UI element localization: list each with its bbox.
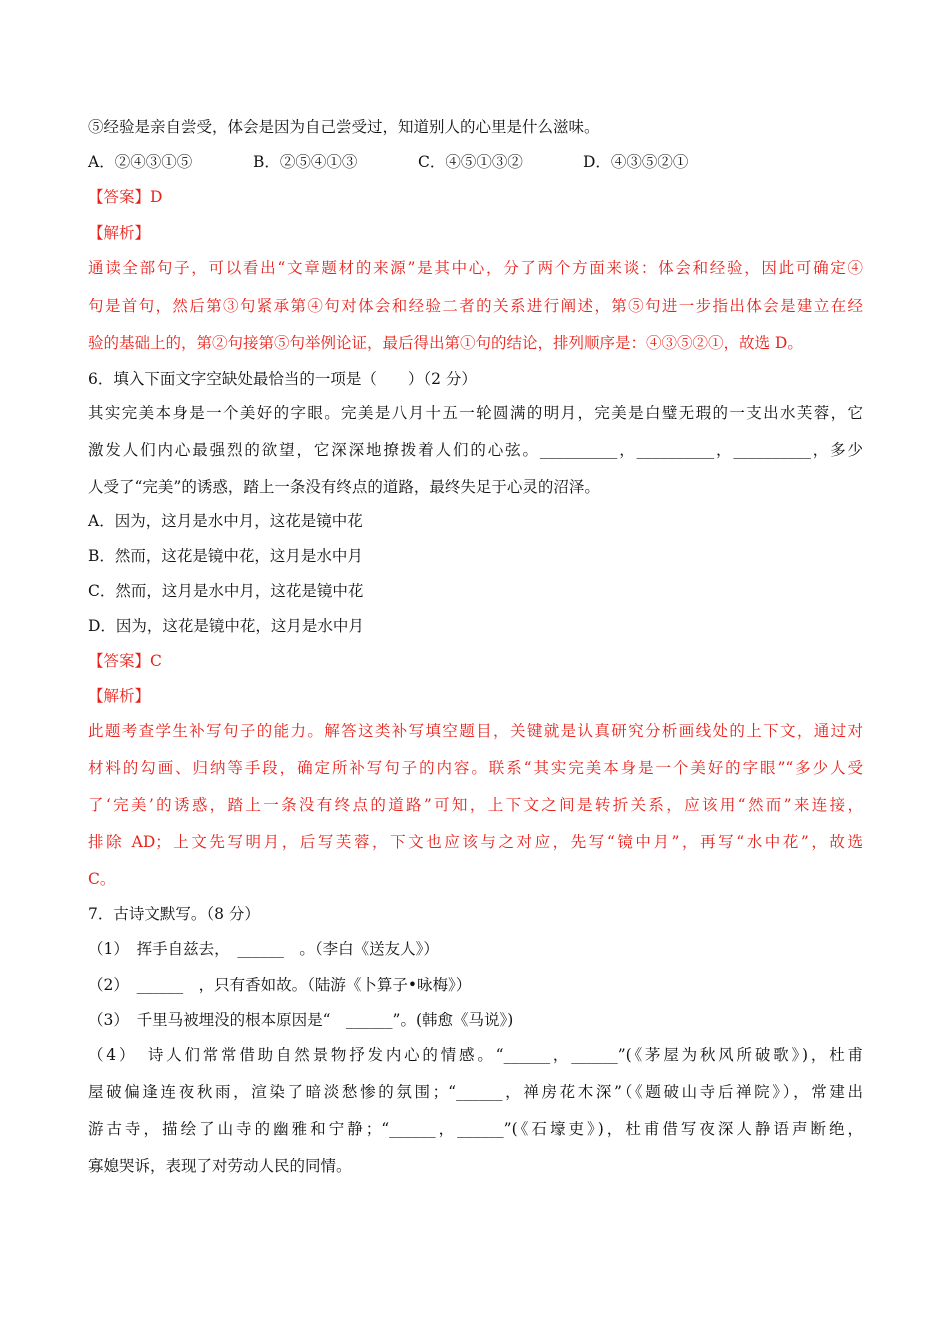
q6-option-b: B．然而，这花是镜中花，这月是水中月 bbox=[88, 547, 363, 565]
q5-option-b: B．②⑤④①③ bbox=[253, 153, 358, 171]
q6-passage-line-1: 其实完美本身是一个美好的字眼。完美是八月十五一轮圆满的明月，完美是白璧无瑕的一支出水芙蓉，它 bbox=[88, 404, 863, 422]
q5-option-d: D．④③⑤②① bbox=[583, 153, 689, 171]
q7-item-4-line-1: （4） 诗人们常常借助自然景物抒发内心的情感。“______，______”(《茅屋为秋风所破歌》)，杜甫 bbox=[88, 1046, 863, 1064]
q7-item-1: （1） 挥手自兹去， ______ 。（李白《送友人》） bbox=[88, 940, 439, 958]
q7-item-4-line-3: 游古寺，描绘了山寺的幽雅和宁静；“______，______”(《石壕吏》)，杜甫借写夜深人静语声断绝， bbox=[88, 1120, 863, 1138]
q5-analysis-line-3: 验的基础上的，第②句接第⑤句举例论证，最后得出第①句的结论，排列顺序是：④③⑤②①，故选 D。 bbox=[88, 334, 803, 352]
q6-stem: 6．填入下面文字空缺处最恰当的一项是（ ）（2 分） bbox=[88, 370, 477, 388]
q6-passage-line-3: 人受了“完美”的诱惑，踏上一条没有终点的道路，最终失足于心灵的沼泽。 bbox=[88, 478, 600, 496]
q7-item-3: （3） 千里马被埋没的根本原因是“ ______”。(韩愈《马说》) bbox=[88, 1011, 514, 1029]
q5-option-c: C．④⑤①③② bbox=[418, 153, 523, 171]
q5-answer: 【答案】D bbox=[88, 188, 163, 206]
q7-stem: 7．古诗文默写。（8 分） bbox=[88, 905, 260, 923]
q5-item-5: ⑤经验是亲自尝受，体会是因为自己尝受过，知道别人的心里是什么滋味。 bbox=[88, 118, 600, 136]
q6-analysis-label: 【解析】 bbox=[88, 687, 151, 705]
q6-option-d: D．因为，这花是镜中花，这月是水中月 bbox=[88, 617, 364, 635]
q5-analysis-line-2: 句是首句，然后第③句紧承第④句对体会和经验二者的关系进行阐述，第⑤句进一步指出体会是建立在经 bbox=[88, 297, 863, 315]
q6-analysis-line-1: 此题考查学生补写句子的能力。解答这类补写填空题目，关键就是认真研究分析画线处的上下文，通过对 bbox=[88, 722, 863, 740]
q6-analysis-line-4: 排除 AD；上文先写明月，后写芙蓉，下文也应该与之对应，先写“镜中月”，再写“水中花”，故选 bbox=[88, 833, 863, 851]
q5-analysis-line-1: 通读全部句子，可以看出“文章题材的来源”是其中心，分了两个方面来谈：体会和经验，因此可确定④ bbox=[88, 259, 863, 277]
q6-option-a: A．因为，这月是水中月，这花是镜中花 bbox=[88, 512, 363, 530]
q6-analysis-line-3: 了‘完美’的诱惑，踏上一条没有终点的道路”可知，上下文之间是转折关系，应该用“然而”来连接， bbox=[88, 796, 863, 814]
q7-item-4-line-4: 寡媳哭诉，表现了对劳动人民的同情。 bbox=[88, 1157, 352, 1175]
q6-passage-line-2: 激发人们内心最强烈的欲望，它深深地撩拨着人们的心弦。__________，__________，__________，多少 bbox=[88, 441, 863, 459]
q7-item-2: （2） ______ ，只有香如故。（陆游《卜算子•咏梅》） bbox=[88, 976, 472, 994]
q5-option-a: A．②④③①⑤ bbox=[88, 153, 193, 171]
q5-analysis-label: 【解析】 bbox=[88, 224, 151, 242]
q7-item-4-line-2: 屋破偏逢连夜秋雨，渲染了暗淡愁惨的氛围；“______，禅房花木深”（《题破山寺后禅院》），常建出 bbox=[88, 1083, 863, 1101]
q6-answer: 【答案】C bbox=[88, 652, 162, 670]
q6-analysis-line-5: C。 bbox=[88, 870, 116, 888]
q6-option-c: C．然而，这月是水中月，这花是镜中花 bbox=[88, 582, 364, 600]
q6-analysis-line-2: 材料的勾画、归纳等手段，确定所补写句子的内容。联系“其实完美本身是一个美好的字眼”“多少人受 bbox=[88, 759, 863, 777]
